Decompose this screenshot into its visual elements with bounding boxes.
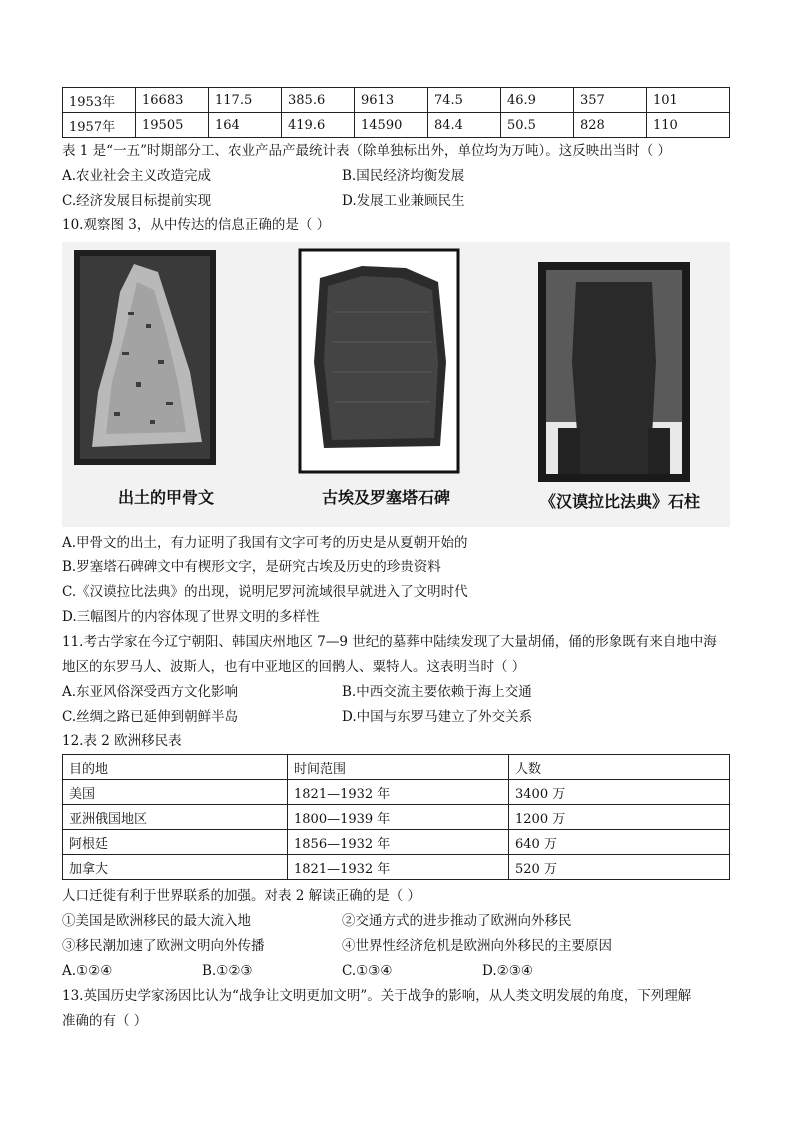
- table-cell: 74.5: [428, 88, 501, 113]
- q9-option-b[interactable]: B.国民经济均衡发展: [342, 168, 465, 184]
- figure-3: [62, 242, 730, 527]
- table-row: [63, 88, 730, 113]
- table-cell: 385.6: [282, 88, 355, 113]
- table-row: [63, 113, 730, 138]
- q12-stem: 人口迁徙有利于世界联系的加强。对表 2 解读正确的是（ ）: [62, 888, 421, 904]
- q12-option-b[interactable]: B.①②③: [202, 963, 253, 979]
- table-cell: 14590: [355, 113, 428, 138]
- table-cell: 50.5: [501, 113, 574, 138]
- table-header-row: [63, 755, 730, 780]
- table-cell: 1821—1932 年: [288, 780, 509, 805]
- q10-option-a[interactable]: A.甲骨文的出土，有力证明了我国有文字可考的历史是从夏朝开始的: [62, 535, 468, 551]
- q11-option-d[interactable]: D.中国与东罗马建立了外交关系: [342, 709, 533, 725]
- table-cell: 1200 万: [509, 805, 730, 830]
- q11-option-b[interactable]: B.中西交流主要依赖于海上交通: [342, 684, 532, 700]
- q11-stem-line2: 地区的东罗马人、波斯人，也有中亚地区的回鹘人、粟特人。这表明当时（ ）: [62, 659, 526, 675]
- hammurabi-stele-image: [538, 262, 690, 482]
- table-cell: 164: [209, 113, 282, 138]
- table-cell: 3400 万: [509, 780, 730, 805]
- figure-caption-hammurabi-code: 《汉谟拉比法典》石柱: [539, 492, 701, 511]
- q9-stem: 表 1 是“一五”时期部分工、农业产品产最统计表（除单独标出外，单位均为万吨）。这反映出当时（ ）: [62, 143, 672, 159]
- table-cell: 46.9: [501, 88, 574, 113]
- oracle-bone-image: [74, 250, 216, 465]
- table-row: [63, 780, 730, 805]
- q12-option-d[interactable]: D.②③④: [482, 963, 533, 979]
- table-cell: 110: [647, 113, 730, 138]
- table-row: [63, 855, 730, 880]
- migration-table: [62, 754, 730, 880]
- table-cell: 101: [647, 88, 730, 113]
- q12-option-a[interactable]: A.①②④: [62, 963, 113, 979]
- table-cell: 阿根廷: [63, 830, 288, 855]
- q13-stem-line1: 13.英国历史学家汤因比认为“战争让文明更加文明”。关于战争的影响，从人类文明发展的角度，下列理解: [62, 988, 692, 1004]
- table-cell: 84.4: [428, 113, 501, 138]
- table-cell: 1821—1932 年: [288, 855, 509, 880]
- table-row: [63, 830, 730, 855]
- q13-stem-line2: 准确的有（ ）: [62, 1013, 148, 1029]
- q12-option-c[interactable]: C.①③④: [342, 963, 393, 979]
- q11-option-a[interactable]: A.东亚风俗深受西方文化影响: [62, 684, 239, 700]
- q10-option-d[interactable]: D.三幅图片的内容体现了世界文明的多样性: [62, 609, 320, 625]
- q10-option-b[interactable]: B.罗塞塔石碑碑文中有楔形文字，是研究古埃及历史的珍贵资料: [62, 559, 441, 575]
- q10-stem: 10.观察图 3，从中传达的信息正确的是（ ）: [62, 217, 331, 233]
- q11-stem-line1: 11.考古学家在今辽宁朝阳、韩国庆州地区 7—9 世纪的墓葬中陆续发现了大量胡俑，俑的形象既有来自地中海: [62, 634, 717, 650]
- q12-statement-3: ③移民潮加速了欧洲文明向外传播: [62, 938, 265, 954]
- table-cell: 亚洲俄国地区: [63, 805, 288, 830]
- table-cell: 117.5: [209, 88, 282, 113]
- table-cell: 357: [574, 88, 647, 113]
- table-cell: 640 万: [509, 830, 730, 855]
- q9-option-c[interactable]: C.经济发展目标提前实现: [62, 193, 212, 209]
- table-cell: 美国: [63, 780, 288, 805]
- q12-title: 12.表 2 欧洲移民表: [62, 733, 182, 749]
- production-table: [62, 87, 730, 138]
- table-cell: 1800—1939 年: [288, 805, 509, 830]
- q12-statement-4: ④世界性经济危机是欧洲向外移民的主要原因: [342, 938, 612, 954]
- q10-option-c[interactable]: C.《汉谟拉比法典》的出现，说明尼罗河流域很早就进入了文明时代: [62, 584, 468, 600]
- table-cell: 1953年: [63, 88, 136, 113]
- table-header-cell: 目的地: [63, 755, 288, 780]
- figure-3-artwork: [62, 242, 730, 527]
- table-cell: 9613: [355, 88, 428, 113]
- table-header-cell: 时间范围: [288, 755, 509, 780]
- table-cell: 419.6: [282, 113, 355, 138]
- q9-option-a[interactable]: A.农业社会主义改造完成: [62, 168, 212, 184]
- table-cell: 加拿大: [63, 855, 288, 880]
- table-cell: 1856—1932 年: [288, 830, 509, 855]
- q12-statement-1: ①美国是欧洲移民的最大流入地: [62, 913, 251, 929]
- table-cell: 19505: [136, 113, 209, 138]
- figure-caption-oracle-bones: 出土的甲骨文: [117, 488, 215, 507]
- table-row: [63, 805, 730, 830]
- figure-caption-rosetta-stone: 古埃及罗塞塔石碑: [321, 488, 451, 507]
- q12-statement-2: ②交通方式的进步推动了欧洲向外移民: [342, 913, 572, 929]
- table-cell: 520 万: [509, 855, 730, 880]
- q11-option-c[interactable]: C.丝绸之路已延伸到朝鲜半岛: [62, 709, 239, 725]
- table-cell: 828: [574, 113, 647, 138]
- table-header-cell: 人数: [509, 755, 730, 780]
- rosetta-stone-image: [300, 250, 458, 472]
- q9-option-d[interactable]: D.发展工业兼顾民生: [342, 193, 465, 209]
- table-cell: 1957年: [63, 113, 136, 138]
- table-cell: 16683: [136, 88, 209, 113]
